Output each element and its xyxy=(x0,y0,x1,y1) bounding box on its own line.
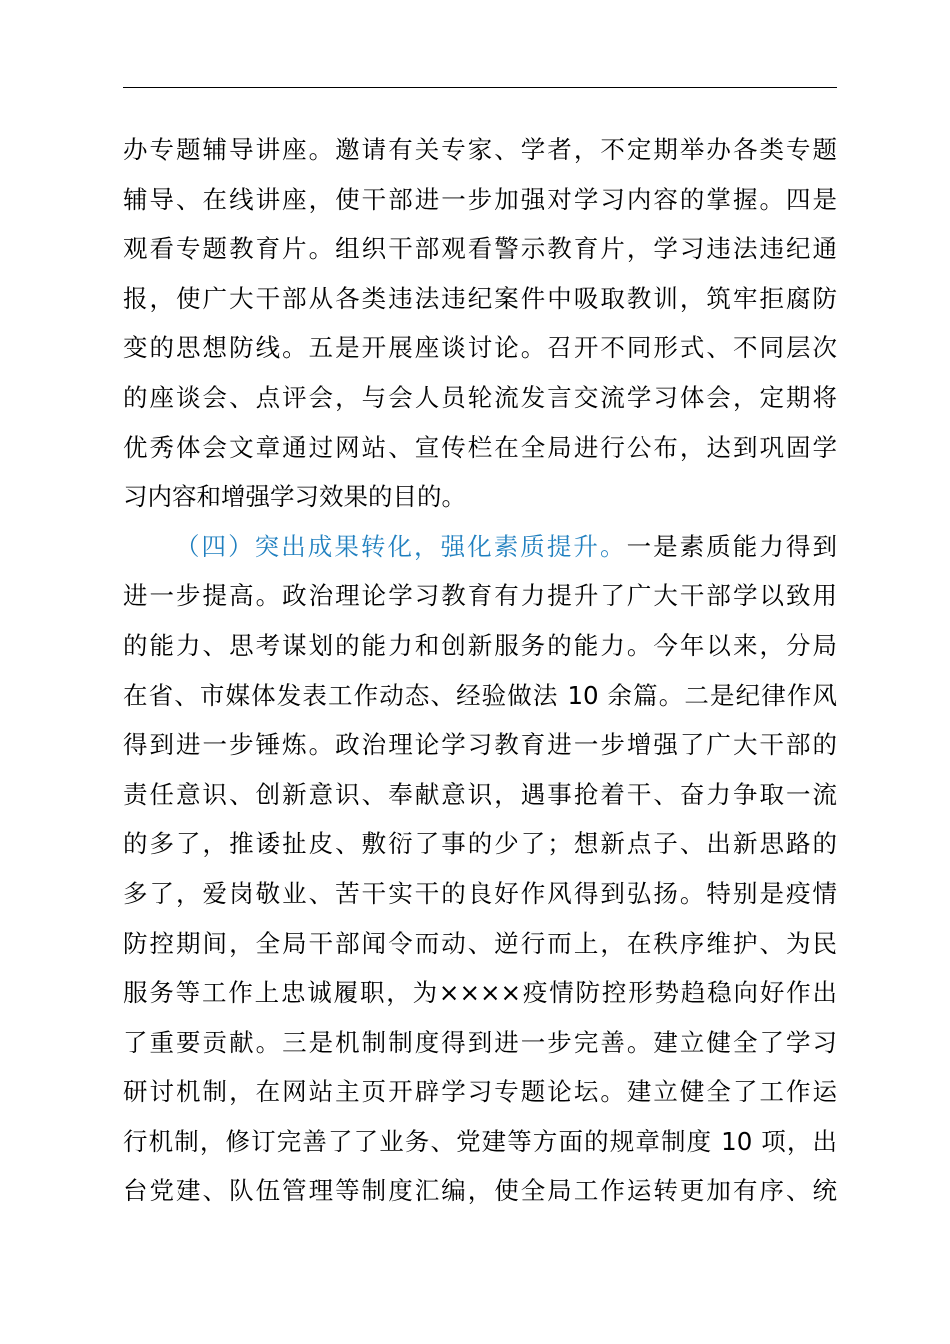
body-line: 办专题辅导讲座。邀请有关专家、学者，不定期举办各类专题 xyxy=(123,135,837,164)
body-line: 得到进一步锤炼。政治理论学习教育进一步增强了广大干部的 xyxy=(123,730,837,760)
body-line: 进一步提高。政治理论学习教育有力提升了广大干部学以致用 xyxy=(123,581,837,611)
body-line: 辅导、在线讲座，使干部进一步加强对学习内容的掌握。四是 xyxy=(123,184,837,214)
body-line: 习内容和增强学习效果的目的。 xyxy=(123,482,466,512)
body-line: 研讨机制，在网站主页开辟学习专题论坛。建立健全了工作运 xyxy=(123,1077,837,1107)
body-line: 观看专题教育片。组织干部观看警示教育片，学习违法违纪通 xyxy=(123,234,837,264)
document-body xyxy=(123,125,837,1216)
body-line: 服务等工作上忠诚履职，为××××疫情防控形势趋稳向好作出 xyxy=(123,978,837,1008)
body-line: 在省、市媒体发表工作动态、经验做法 10 余篇。二是纪律作风 xyxy=(123,680,837,710)
body-line: 变的思想防线。五是开展座谈讨论。召开不同形式、不同层次 xyxy=(123,333,837,363)
paragraph-2 xyxy=(123,522,837,1216)
body-line: 的能力、思考谋划的能力和创新服务的能力。今年以来，分局 xyxy=(123,630,837,660)
body-text: 一是素质能力得到 xyxy=(626,531,837,561)
body-line: 报，使广大干部从各类违法违纪案件中吸取教训，筑牢拒腐防 xyxy=(123,283,837,313)
paragraph-1 xyxy=(123,125,837,522)
body-line: 多了，爱岗敬业、苦干实干的良好作风得到弘扬。特别是疫情 xyxy=(123,878,837,908)
body-line: 了重要贡献。三是机制制度得到进一步完善。建立健全了学习 xyxy=(123,1027,837,1057)
body-line: 台党建、队伍管理等制度汇编，使全局工作运转更加有序、统 xyxy=(123,1176,837,1206)
body-line: 的座谈会、点评会，与会人员轮流发言交流学习体会，定期将 xyxy=(123,382,837,412)
body-line: 责任意识、创新意识、奉献意识，遇事抢着干、奋力争取一流 xyxy=(123,779,837,809)
header-rule xyxy=(123,87,837,88)
body-line: 优秀体会文章通过网站、宣传栏在全局进行公布，达到巩固学 xyxy=(123,432,837,462)
body-line: 的多了，推诿扯皮、敷衍了事的少了；想新点子、出新思路的 xyxy=(123,829,837,859)
body-line: 防控期间，全局干部闻令而动、逆行而上，在秩序维护、为民 xyxy=(123,928,837,958)
body-line: 行机制，修订完善了了业务、党建等方面的规章制度 10 项，出 xyxy=(123,1126,837,1156)
section-heading: （四）突出成果转化，强化素质提升。 xyxy=(175,531,627,561)
paragraph-first-line xyxy=(123,522,837,572)
